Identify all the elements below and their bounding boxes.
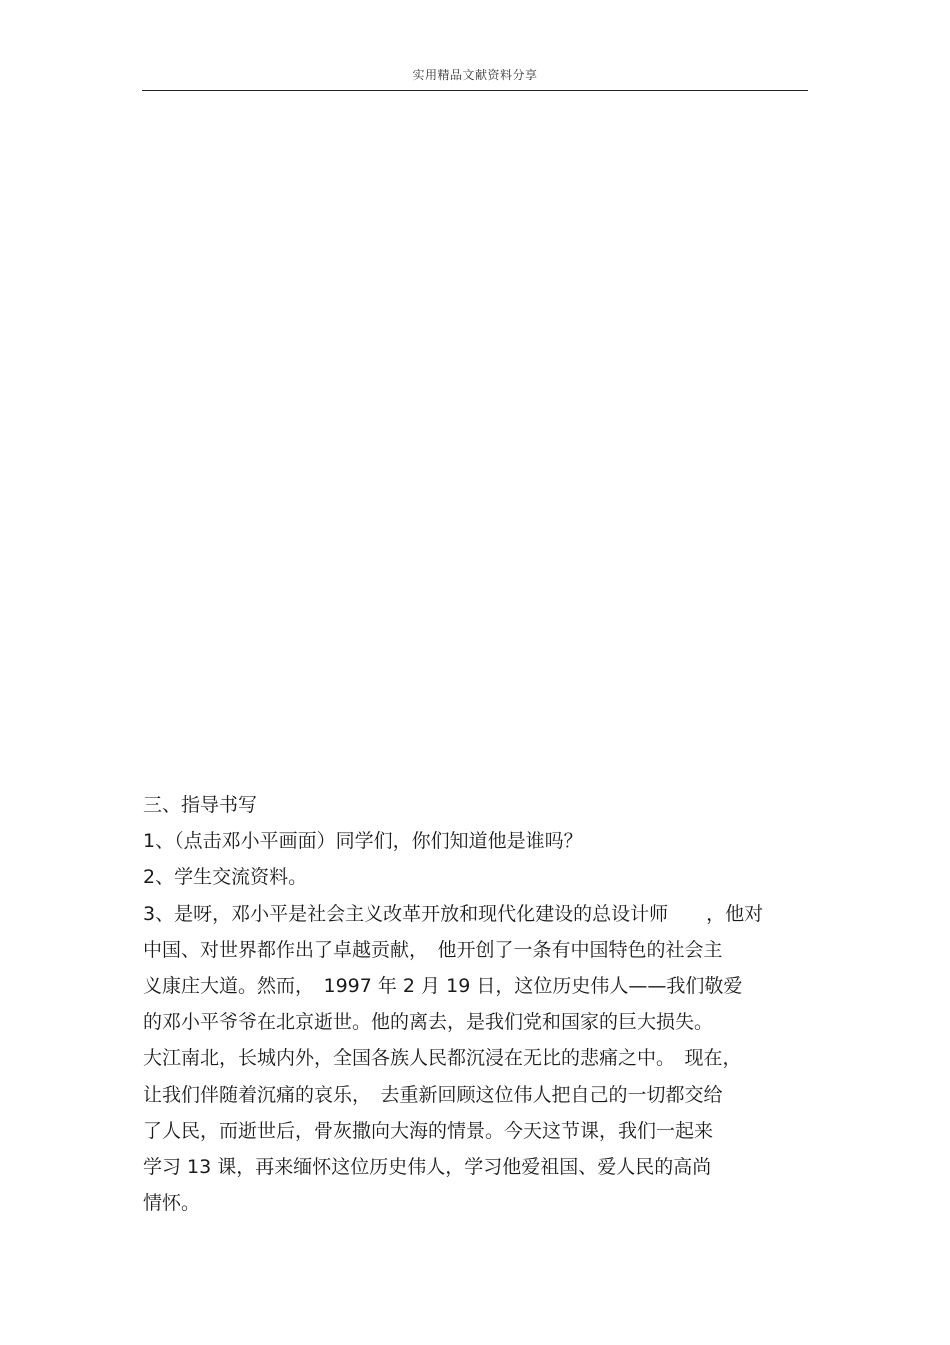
paragraph-line: 让我们伴随着沉痛的哀乐， 去重新回顾这位伟人把自己的一切都交给 — [143, 1083, 723, 1106]
section-heading: 三、指导书写 — [143, 794, 258, 816]
page-header-title: 实用精品文献资料分享 — [412, 68, 538, 82]
paragraph-line: 3、是呀，邓小平是社会主义改革开放和现代化建设的总设计师 ，他对 — [143, 902, 764, 925]
paragraph-line: 2、学生交流资料。 — [143, 866, 308, 889]
paragraph-line: 了人民，而逝世后，骨灰撒向大海的情景。今天这节课，我们一起来 — [143, 1119, 714, 1142]
paragraph-line: 情怀。 — [143, 1192, 201, 1215]
body-text — [143, 787, 813, 1221]
paragraph-line: 学习 13 课，再来缅怀这位历史伟人，学习他爱祖国、爱人民的高尚 — [143, 1155, 712, 1178]
paragraph-line: 义康庄大道。然而， 1997 年 2 月 19 日，这位历史伟人——我们敬爱 — [143, 974, 743, 997]
header-divider — [142, 90, 808, 91]
paragraph-line: 的邓小平爷爷在北京逝世。他的离去，是我们党和国家的巨大损失。 — [143, 1011, 714, 1034]
paragraph-line: 1、（点击邓小平画面）同学们，你们知道他是谁吗？ — [143, 830, 583, 853]
paragraph-line: 大江南北，长城内外，全国各族人民都沉浸在无比的悲痛之中。 现在， — [143, 1047, 742, 1070]
paragraph-line: 中国、对世界都作出了卓越贡献， 他开创了一条有中国特色的社会主 — [143, 938, 723, 961]
